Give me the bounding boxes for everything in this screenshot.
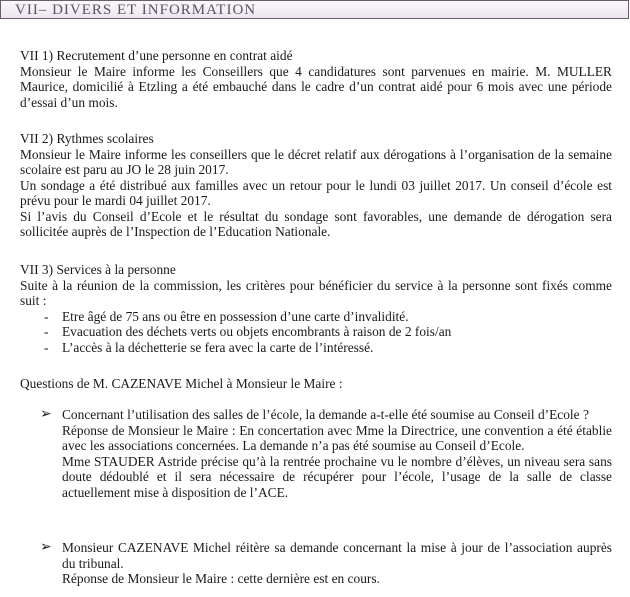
question-2 (40, 540, 612, 587)
body-rythmes-p3: Si l’avis du Conseil d’Ecole et le résultat du sondage sont favorables, une demande de dérogation sera sollicitée auprès de l’Inspection de l’Education Nationale. (20, 208, 612, 239)
question-2-text: Monsieur CAZENAVE Michel réitère sa demande concernant la mise à jour de l’association auprès du tribunal. (62, 540, 612, 571)
section-header-bar (0, 0, 629, 19)
section-services (20, 262, 612, 355)
list-item: - Evacuation des déchets verts ou objets encombrants à raison de 2 fois/an (44, 324, 452, 339)
question-1-text: Concernant l’utilisation des salles de l’école, la demande a-t-elle été soumise au Conseil d’Ecole ? (62, 407, 589, 422)
section-header-title: VII– DIVERS ET INFORMATION (15, 2, 257, 18)
questions-heading-block (20, 376, 612, 392)
question-2-answer: Réponse de Monsieur le Maire : cette dernière est en cours. (62, 571, 380, 586)
heading-services: VII 3) Services à la personne (20, 262, 176, 277)
arrow-bullet-icon: ➢ (40, 407, 52, 422)
body-rythmes-p1: Monsieur le Maire informe les conseillers que le décret relatif aux dérogations à l’organisation de la semaine scolaire est paru au JO le 28 juin 2017. (20, 146, 612, 177)
list-item: - Etre âgé de 75 ans ou être en possession d’une carte d’invalidité. (44, 308, 409, 324)
heading-questions: Questions de M. CAZENAVE Michel à Monsieur le Maire : (20, 376, 343, 391)
heading-rythmes: VII 2) Rythmes scolaires (20, 131, 154, 146)
body-services-intro: Suite à la réunion de la commission, les critères pour bénéficier du service à la personne sont fixés comme suit : (20, 277, 612, 308)
question-1-answer: Réponse de Monsieur le Maire : En concertation avec Mme la Directrice, une convention a été établie avec les associations concernées. La demande n’a pas été soumise au Conseil d’Ecole. (62, 422, 612, 453)
arrow-bullet-icon: ➢ (40, 540, 52, 555)
list-item: - L’accès à la déchetterie se fera avec la carte de l’intéressé. (44, 339, 374, 355)
section-recrutement (20, 48, 612, 110)
heading-recrutement: VII 1) Recrutement d’une personne en contrat aidé (20, 48, 293, 63)
body-recrutement: Monsieur le Maire informe les Conseillers que 4 candidatures sont parvenues en mairie. M. MULLER Maurice, domicilié à Etzling a été embauché dans le cadre d’un contrat aidé pour 6 mois avec une période d’essai d’un mois. (20, 63, 612, 110)
criteria-list (20, 309, 612, 356)
body-rythmes-p2: Un sondage a été distribué aux familles avec un retour pour le lundi 03 juillet 2017. Un conseil d’école est prévu pour le mardi 04 juillet 2017. (20, 177, 612, 208)
question-1-remark: Mme STAUDER Astride précise qu’à la rentrée prochaine vu le nombre d’élèves, un niveau sera sans doute dédoublé et il sera nécessaire de récupérer pour l’école, l’usage de la salle de classe actuellement mise à disposition de l’ACE. (62, 453, 612, 500)
question-1 (40, 407, 612, 500)
section-rythmes-scolaires (20, 131, 612, 240)
